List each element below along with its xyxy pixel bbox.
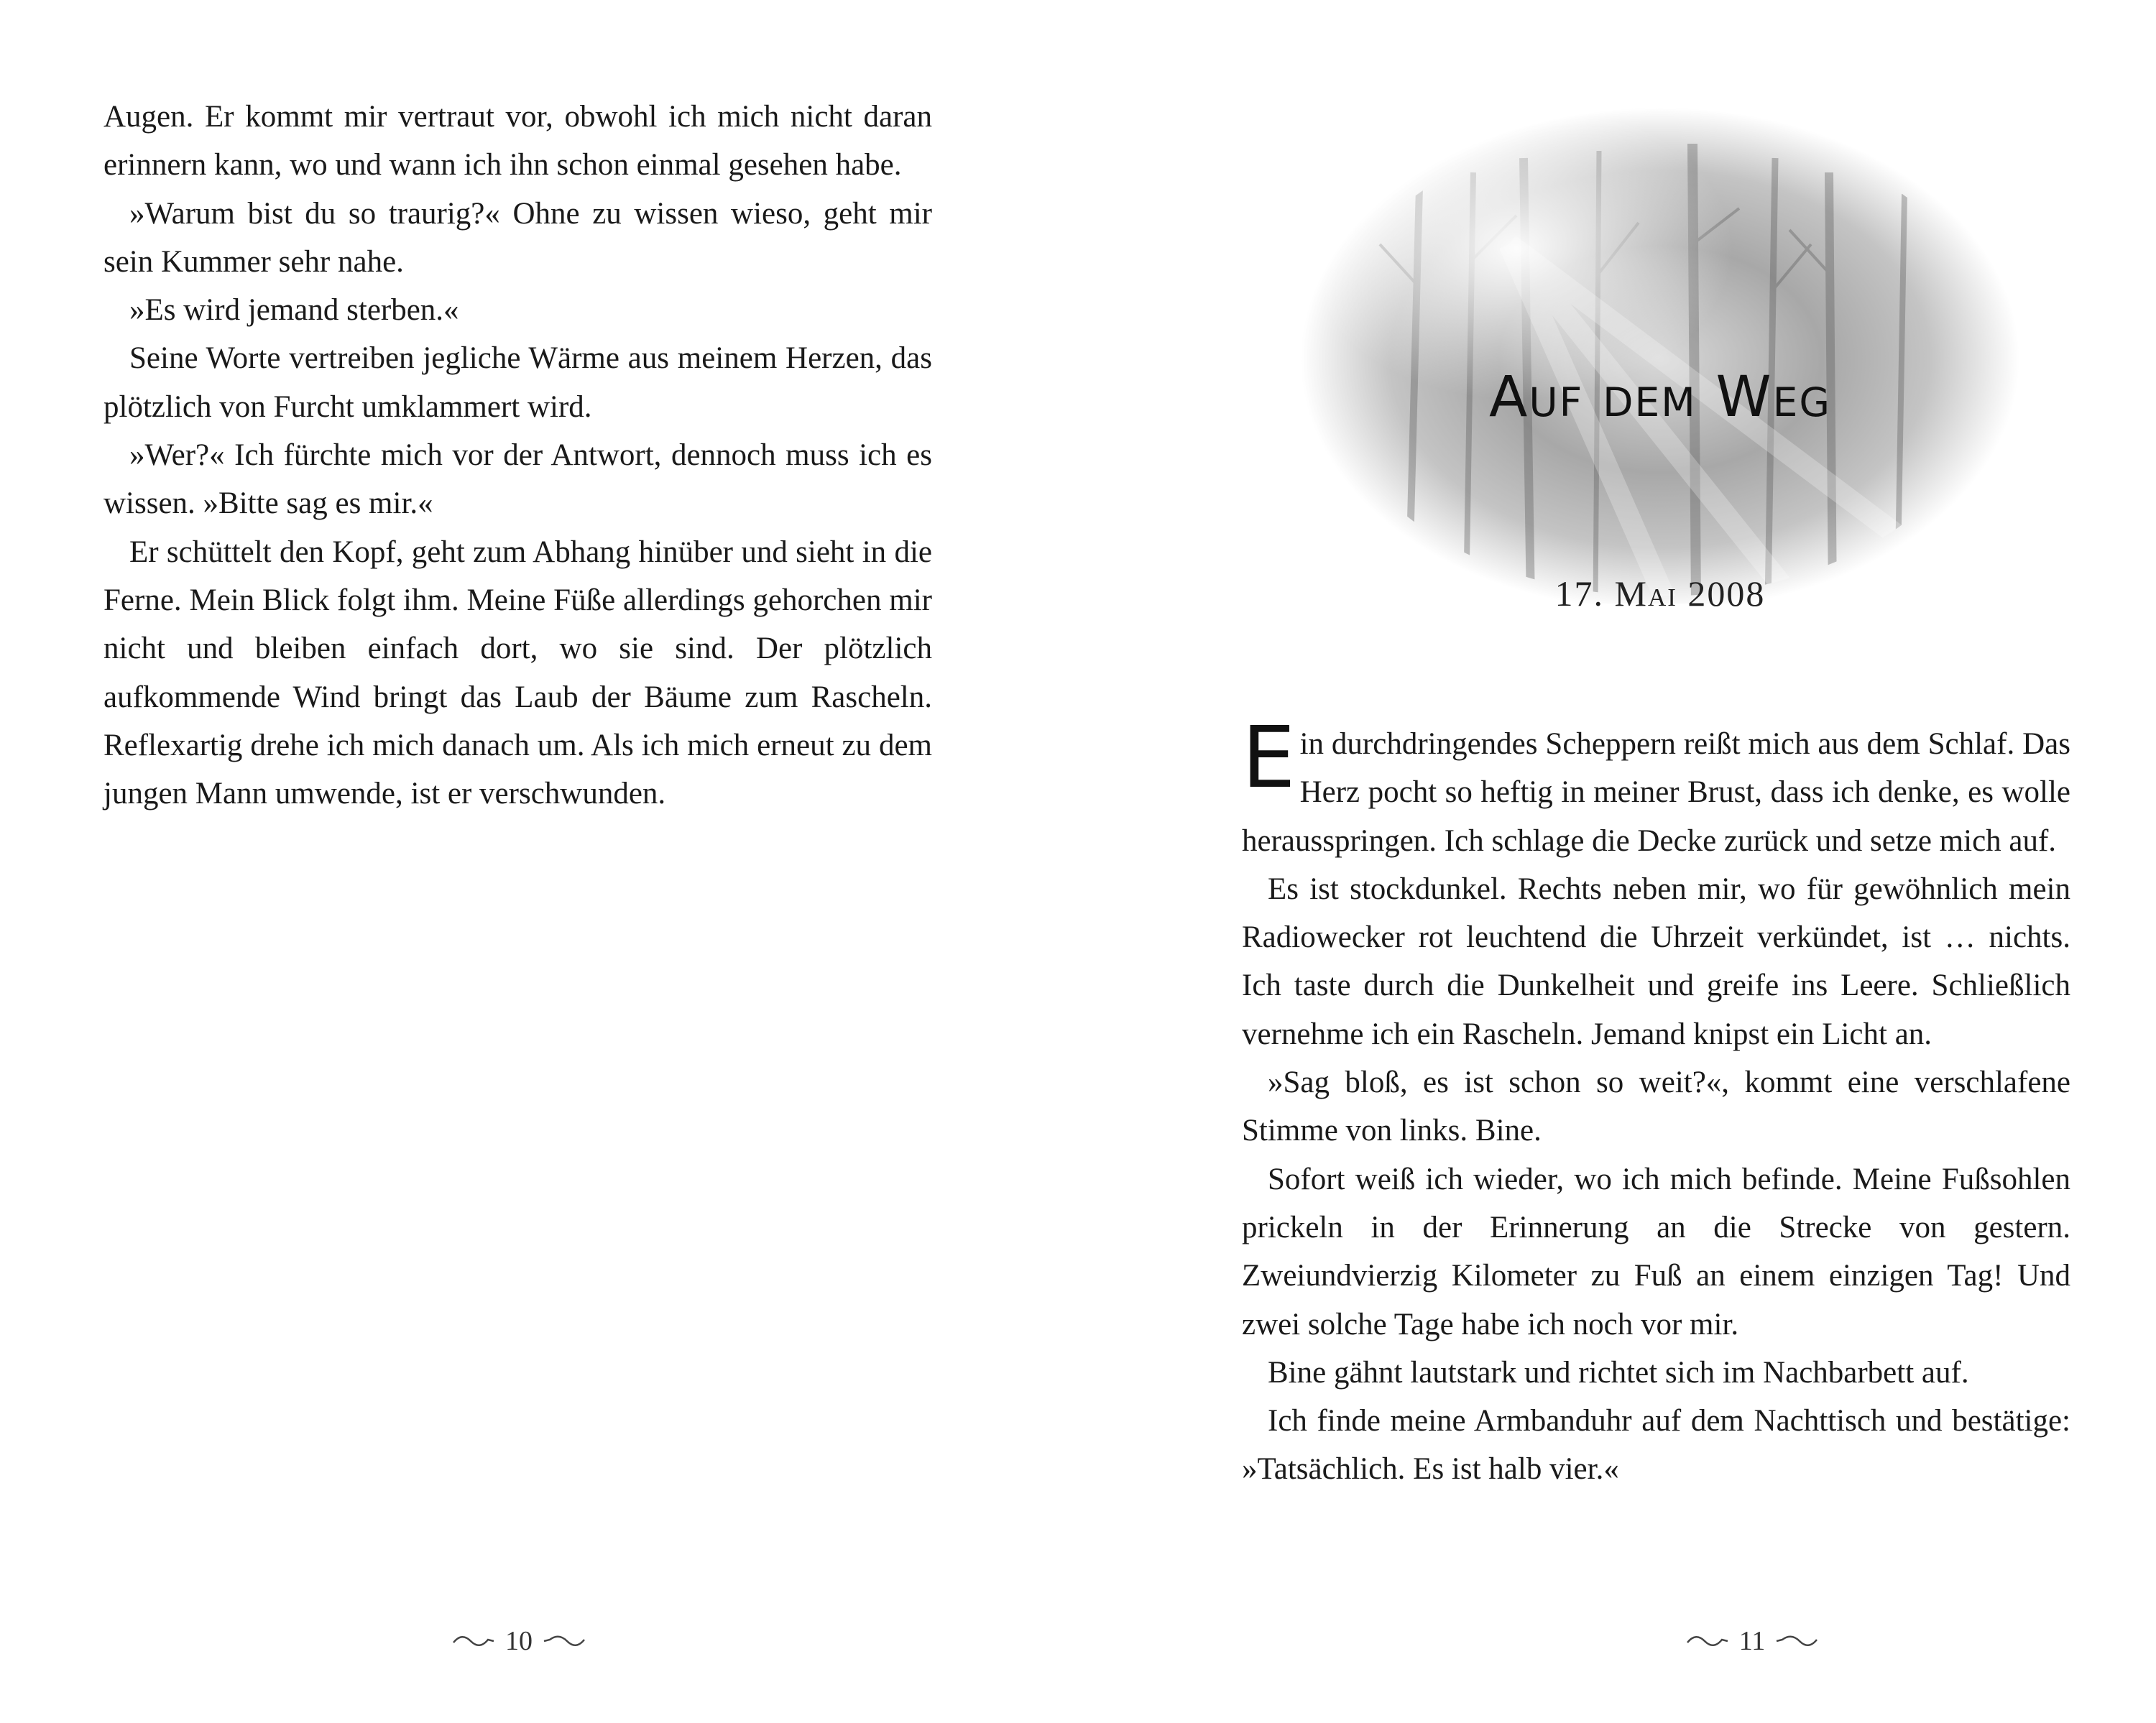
chapter-banner-image: [1294, 101, 2027, 604]
paragraph: Ich finde meine Armbanduhr auf dem Nachttisch und bestätige: »Tatsächlich. Es ist halb vier.«: [1242, 1404, 2070, 1487]
paragraph: »Wer?« Ich fürchte mich vor der Antwort, dennoch muss ich es wissen. »Bitte sag es mir.«: [103, 438, 932, 521]
swash-ornament-icon: [1686, 1634, 1729, 1648]
page-number-right: [1644, 1625, 1860, 1657]
right-page-body: [1242, 708, 2070, 1494]
chapter-date: 17. Mai 2008: [1554, 573, 1766, 614]
paragraph: Augen. Er kommt mir vertraut vor, obwohl ich mich nicht daran erinnern kann, wo und wann ich ihn schon einmal gesehen habe.: [103, 100, 932, 183]
page-number-left: [411, 1625, 627, 1657]
paragraph: Sofort weiß ich wieder, wo ich mich befinde. Meine Fußsohlen prickeln in der Erinnerung an die Strecke von gestern. Zweiundvierzig Kilometer zu Fuß an einem einzigen Tag! Und zwei solche Tage habe ich noch vor mir.: [1242, 1162, 2070, 1341]
paragraph: »Sag bloß, es ist schon so weit?«, kommt eine verschlafene Stimme von links. Bine.: [1242, 1066, 2070, 1148]
paragraph: »Es wird jemand sterben.«: [129, 293, 459, 328]
swash-ornament-icon: [1775, 1634, 1818, 1648]
paragraph: Bine gähnt lautstark und richtet sich im Nachbarbett auf.: [1268, 1355, 1969, 1390]
swash-ornament-icon: [452, 1634, 495, 1648]
paragraph: »Warum bist du so traurig?« Ohne zu wissen wieso, geht mir sein Kummer sehr nahe.: [103, 196, 932, 279]
paragraph: Seine Worte vertreiben jegliche Wärme aus meinem Herzen, das plötzlich von Furcht umklammert wird.: [103, 341, 932, 424]
paragraph: Es ist stockdunkel. Rechts neben mir, wo für gewöhnlich mein Radiowecker rot leuchtend die Uhrzeit verkündet, ist … nichts. Ich taste durch die Dunkelheit und greife ins Leere. Schließlich vernehme ich ein Rascheln. Jemand knipst ein Licht an.: [1242, 872, 2070, 1051]
right-page: [1078, 0, 2156, 1723]
drop-cap: E: [1242, 708, 1296, 807]
forest-vignette-icon: [1294, 101, 2027, 604]
paragraph: [1242, 708, 2070, 865]
paragraph: Er schüttelt den Kopf, geht zum Abhang hinüber und sieht in die Ferne. Mein Blick folgt ihm. Meine Füße allerdings gehorchen mir nicht und bleiben einfach dort, wo sie sind. Der plötzlich aufkommende Wind bringt das Laub der Bäume zum Rascheln. Reflexartig drehe ich mich danach um. Als ich mich erneut zu dem jungen Mann umwende, ist er verschwunden.: [103, 535, 932, 811]
page-number: 11: [1738, 1626, 1766, 1656]
swash-ornament-icon: [543, 1634, 586, 1648]
paragraph-text: in durchdringendes Scheppern reißt mich aus dem Schlaf. Das Herz pocht so heftig in meiner Brust, dass ich denke, es wolle herausspringen. Ich schlage die Decke zurück und setze mich auf.: [1242, 727, 2070, 858]
page-number: 10: [505, 1626, 533, 1656]
chapter-title: Auf dem Weg: [1489, 365, 1831, 430]
left-page-body: [103, 93, 932, 818]
